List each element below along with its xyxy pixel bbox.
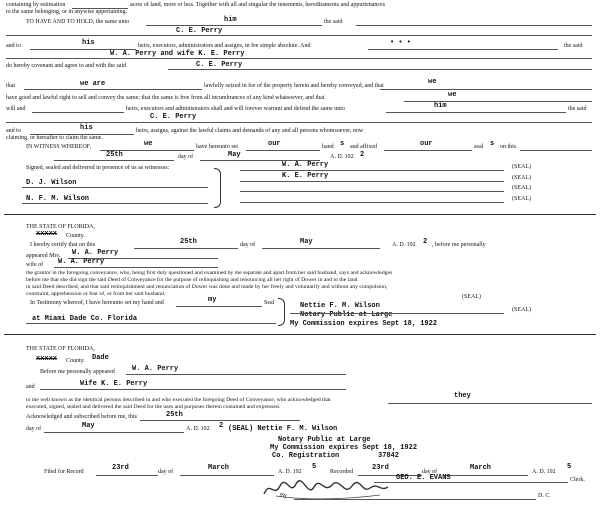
witness-ad: A. D. 192 bbox=[330, 154, 354, 160]
ack1-name-1: W. A. Perry bbox=[72, 249, 119, 257]
signer-2: K. E. Perry bbox=[282, 172, 329, 180]
the-said-label-2: the said bbox=[564, 43, 583, 49]
we-text-1: we bbox=[428, 78, 437, 86]
recorded-month: March bbox=[470, 464, 492, 472]
ack2-name-2: Wife K. E. Perry bbox=[80, 380, 148, 388]
ack2-month: May bbox=[82, 422, 95, 430]
on-this-text: on this bbox=[500, 144, 517, 150]
hand-label: hand bbox=[322, 144, 334, 150]
seised-text: lawfully seized in fee of the property herein and hereby conveyed, and that bbox=[204, 83, 384, 89]
ack1-location: at Miami Dade Co. Florida bbox=[32, 315, 138, 323]
ack2-ad: A. D. 192 bbox=[186, 426, 210, 432]
ack1-notary-title: Notary Public at Large bbox=[300, 311, 393, 319]
ack2-notary-sig: (SEAL) Nettie F. M. Wilson bbox=[228, 425, 338, 433]
ack2-day-of: day of bbox=[26, 426, 42, 432]
covenant-text: do hereby covenant and agree to and with the said bbox=[6, 63, 127, 69]
affixed-text: and affixed bbox=[350, 144, 378, 150]
grantee-name-1: C. E. Perry bbox=[176, 27, 223, 35]
clerk-label: Clerk. bbox=[570, 477, 585, 483]
ack1-seal-label: (SEAL) bbox=[462, 294, 481, 300]
claiming-text: claiming, or hereafter to claim the same. bbox=[6, 135, 103, 141]
ack2-para-1: to me well known as the identical persons described in and who executed the foregoing Deed of Conveyance, who acknowledged that bbox=[26, 397, 331, 403]
recorded-label: Recorded bbox=[330, 469, 353, 475]
will-and-label: will and bbox=[6, 106, 26, 112]
his-text: his bbox=[82, 39, 95, 47]
hand-s: s bbox=[340, 140, 345, 148]
ack1-commission: My Commission expires Sept 18, 1922 bbox=[290, 320, 438, 328]
filed-month: March bbox=[208, 464, 230, 472]
witness-month: May bbox=[228, 151, 241, 159]
ack1-seal-word: Seal bbox=[264, 300, 275, 306]
recorded-day: 23rd bbox=[372, 464, 389, 472]
the-said-label-3: the said bbox=[568, 106, 587, 112]
clerk-name: GEO. E. EVANS bbox=[396, 474, 451, 482]
witness-2: N. F. M. Wilson bbox=[26, 195, 90, 203]
ack1-seal-label-2: (SEAL) bbox=[512, 307, 531, 313]
ack1-para-3: in said Deed described, and that said relinquishment and renunciation of Dower was done and made by her freely and voluntarily and without any compulsion, bbox=[26, 284, 388, 290]
witness-whereof-text: IN WITNESS WHEREOF, bbox=[26, 144, 92, 150]
recorded-ad: A. D. 192 bbox=[532, 469, 556, 475]
witness-our-2: our bbox=[420, 140, 433, 148]
ack1-name-2: W. A. Perry bbox=[58, 258, 105, 266]
ack1-para-1: the grantor in the foregoing conveyance, who, being first duly questioned and examined by me separate and apart from her said husband, says and acknowledges bbox=[26, 270, 393, 276]
ack2-acknowledged: Acknowledged and subscribed before me, this bbox=[26, 414, 137, 420]
the-said-label: the said bbox=[324, 19, 343, 25]
ack2-para-2: executed, signed, sealed and delivered the said Deed for the uses and purposes therein contained and expressed. bbox=[26, 404, 281, 410]
right-text: have good and lawful right to sell and convey the same; that the same is free from all incumbrances of any kind whatsoever, and that bbox=[6, 95, 325, 101]
signer-1: W. A. Perry bbox=[282, 161, 329, 169]
witness-day-of: day of bbox=[178, 154, 194, 160]
by-label: By bbox=[280, 493, 288, 499]
ack1-county-mark: xxxxx bbox=[36, 230, 58, 238]
habendum-him: him bbox=[224, 16, 237, 24]
ack1-ad: A. D. 192 bbox=[392, 242, 416, 248]
ack1-state: THE STATE OF FLORIDA, bbox=[26, 224, 95, 230]
ack2-they: they bbox=[454, 392, 471, 400]
ack1-notary-name: Nettie F. M. Wilson bbox=[300, 302, 380, 310]
witness-we: we bbox=[144, 140, 153, 148]
signer-1-seal: (SEAL) bbox=[512, 164, 531, 170]
and-to-label: and to bbox=[6, 43, 21, 49]
ack2-year: 2 bbox=[219, 422, 224, 430]
ack1-day-of: day of bbox=[240, 242, 256, 248]
filed-year: 5 bbox=[312, 463, 317, 471]
heirs-assigns-text: heirs, executors, administrators and assigns, in fee simple absolute. And bbox=[138, 43, 311, 49]
seal-label: seal bbox=[474, 144, 484, 150]
witness-year: 2 bbox=[360, 151, 365, 159]
ack1-appeared: appeared Mrs. bbox=[26, 253, 61, 259]
ack2-and: and bbox=[26, 384, 35, 390]
dots-mark: • • • bbox=[390, 39, 412, 47]
ack1-county-word: County. bbox=[66, 233, 85, 239]
acres-text-a: containing by estimation bbox=[6, 2, 66, 8]
ack2-name-1: W. A. Perry bbox=[132, 365, 179, 373]
signer-4-seal: (SEAL) bbox=[512, 196, 531, 202]
grantors-names: W. A. Perry and wife K. E. Perry bbox=[110, 50, 245, 58]
ack2-before: Before me personally appeared bbox=[40, 369, 115, 375]
ack1-para-2: before me that she did sign the said Deed of Conveyance for the purpose of relinquishing and renouncing all her right of Dower in and to the land bbox=[26, 277, 358, 283]
filed-day-of: day of bbox=[158, 469, 174, 475]
witness-day: 25th bbox=[106, 151, 123, 159]
and-to-label-2: and to bbox=[6, 128, 21, 134]
warrant-text: heirs, executors and administrators shall and will forever warrant and defend the same unto bbox=[126, 106, 345, 112]
ack2-notary-title: Notary Public at Large bbox=[278, 436, 371, 444]
ack2-commission: My Commission expires Sept 18, 1922 bbox=[270, 444, 418, 452]
ack1-year: 2 bbox=[423, 238, 428, 246]
grantee-name-3: C. E. Perry bbox=[150, 113, 197, 121]
ack1-certify: I hereby certify that on this bbox=[30, 242, 96, 248]
ack2-county-word: County. bbox=[66, 358, 85, 364]
habendum-text: TO HAVE AND TO HOLD, the same unto bbox=[26, 19, 130, 25]
deputy-label: D. C. bbox=[538, 493, 551, 499]
filed-for-record: Filed for Record bbox=[44, 469, 84, 475]
ack2-county-mark: xxxxx bbox=[36, 355, 58, 363]
ack2-day: 25th bbox=[166, 411, 183, 419]
signer-3-seal: (SEAL) bbox=[512, 185, 531, 191]
recorded-year: 5 bbox=[567, 463, 572, 471]
ack2-county-name: Dade bbox=[92, 354, 109, 362]
seal-s: s bbox=[490, 140, 495, 148]
ack1-testimony: In Testimony whereof, I have hereunto set my hand and bbox=[30, 300, 164, 306]
defend-text: heirs, assigns, against the lawful claims and demands of any and all persons whomsoever, now bbox=[136, 128, 364, 134]
his-text-2: his bbox=[80, 124, 93, 132]
recorded-day-of: day of bbox=[422, 469, 438, 475]
ack2-state: THE STATE OF FLORIDA, bbox=[26, 346, 95, 352]
we-text-2: we bbox=[448, 91, 457, 99]
we-are-text: we are bbox=[80, 80, 106, 88]
witness-our: our bbox=[268, 140, 281, 148]
signer-2-seal: (SEAL) bbox=[512, 175, 531, 181]
ack1-day: 25th bbox=[180, 238, 197, 246]
filed-ad: A. D. 192 bbox=[278, 469, 302, 475]
him-text-2: him bbox=[434, 102, 447, 110]
have-set-text: have hereunto set bbox=[196, 144, 238, 150]
signed-presence-text: Signed, sealed and delivered in presence of us as witnesses: bbox=[26, 165, 170, 171]
grantee-name-2: C. E. Perry bbox=[196, 61, 243, 69]
acres-text-b: acres of land, more or less. Together with all and singular the tenements, hereditaments and appurtenances bbox=[130, 2, 386, 8]
witness-1: D. J. Wilson bbox=[26, 179, 77, 187]
ack1-before: , before me personally bbox=[432, 242, 486, 248]
ack2-reg-num: 37842 bbox=[378, 452, 400, 460]
ack2-registration: Co. Registration bbox=[272, 452, 340, 460]
ack1-month: May bbox=[300, 238, 313, 246]
ack1-my: my bbox=[208, 296, 217, 304]
ack1-wife-of: wife of bbox=[26, 262, 44, 268]
appertaining-text: to the same belonging, or in anywise appertaining. bbox=[6, 9, 128, 15]
deputy-clerk-signature-image bbox=[262, 478, 392, 505]
that-label: that bbox=[6, 83, 15, 89]
filed-day: 23rd bbox=[112, 464, 129, 472]
ack1-para-4: constraint, apprehension or fear of, or from her said husband. bbox=[26, 291, 166, 297]
